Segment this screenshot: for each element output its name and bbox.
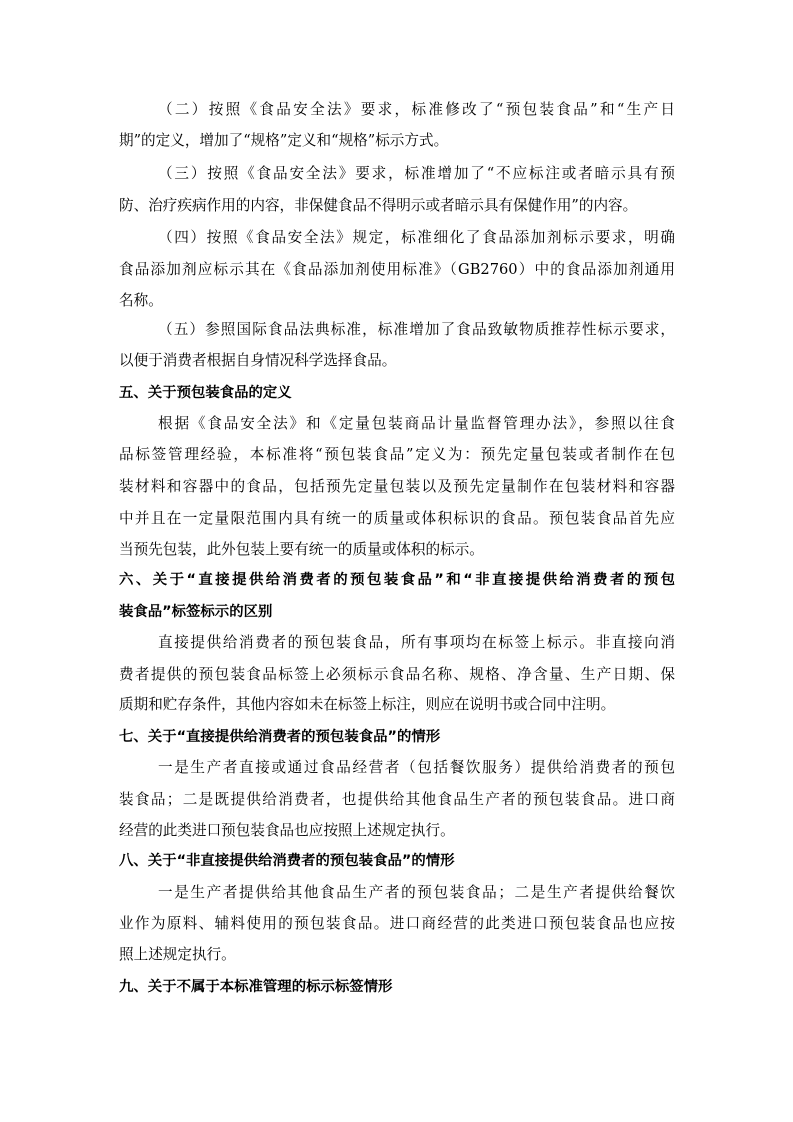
section-heading-6-line-2: 装食品”标签标示的区别 [119,604,273,620]
para-4-line-3: 名称。 [119,292,163,309]
section-8-line-2: 业作为原料、辅料使用的预包装食品。进口商经营的此类进口预包装食品也应按 [119,915,675,932]
section-7-line-1: 一是生产者直接或通过食品经营者（包括餐饮服务）提供给消费者的预包 [158,759,675,776]
section-heading-9: 九、关于不属于本标准管理的标示标签情形 [119,979,393,995]
para-4-line-1: （四）按照《食品安全法》规定，标准细化了食品添加剂标示要求，明确 [158,229,675,246]
section-5-line-2: 品标签管理经验，本标准将“预包装食品”定义为：预先定量包装或者制作在包 [119,446,675,463]
section-8-line-1: 一是生产者提供给其他食品生产者的预包装食品；二是生产者提供给餐饮 [158,884,675,901]
para-5-line-1: （五）参照国际食品法典标准，标准增加了食品致敏物质推荐性标示要求， [158,321,675,338]
section-heading-6-line-1: 六、关于“直接提供给消费者的预包装食品”和“非直接提供给消费者的预包 [119,572,675,588]
para-3-line-2: 防、治疗疾病作用的内容，非保健食品不得明示或者暗示具有保健作用”的内容。 [119,197,638,214]
section-7-line-2: 装食品；二是既提供给消费者，也提供给其他食品生产者的预包装食品。进口商 [119,791,675,808]
section-5-line-1: 根据《食品安全法》和《定量包装商品计量监督管理办法》，参照以往食 [158,415,675,432]
section-heading-5: 五、关于预包装食品的定义 [119,385,292,401]
section-6-line-3: 质期和贮存条件，其他内容如未在标签上标注，则应在说明书或合同中注明。 [119,696,616,713]
para-2-line-1: （二）按照《食品安全法》要求，标准修改了“预包装食品”和“生产日 [158,101,675,118]
section-7-line-3: 经营的此类进口预包装食品也应按照上述规定执行。 [119,822,455,839]
section-5-line-5: 当预先包装，此外包装上要有统一的质量或体积的标示。 [119,541,484,558]
para-2-line-2: 期”的定义，增加了“规格”定义和“规格”标示方式。 [119,132,449,149]
section-6-line-2: 费者提供的预包装食品标签上必须标示食品名称、规格、净含量、生产日期、保 [119,666,675,683]
section-5-line-4: 中并且在一定量限范围内具有统一的质量或体积标识的食品。预包装食品首先应 [119,510,675,527]
para-4-line-2: 食品添加剂应标示其在《食品添加剂使用标准》（GB2760）中的食品添加剂通用 [119,261,675,278]
section-heading-8: 八、关于“非直接提供给消费者的预包装食品”的情形 [119,853,455,869]
section-6-line-1: 直接提供给消费者的预包装食品，所有事项均在标签上标示。非直接向消 [158,634,675,651]
para-3-line-1: （三）按照《食品安全法》要求，标准增加了“不应标注或者暗示具有预 [158,165,675,182]
section-5-line-3: 装材料和容器中的食品，包括预先定量包装以及预先定量制作在包装材料和容器 [119,478,675,495]
para-5-line-2: 以便于消费者根据自身情况科学选择食品。 [119,352,397,369]
section-heading-7: 七、关于“直接提供给消费者的预包装食品”的情形 [119,729,441,745]
section-8-line-3: 照上述规定执行。 [119,946,236,963]
